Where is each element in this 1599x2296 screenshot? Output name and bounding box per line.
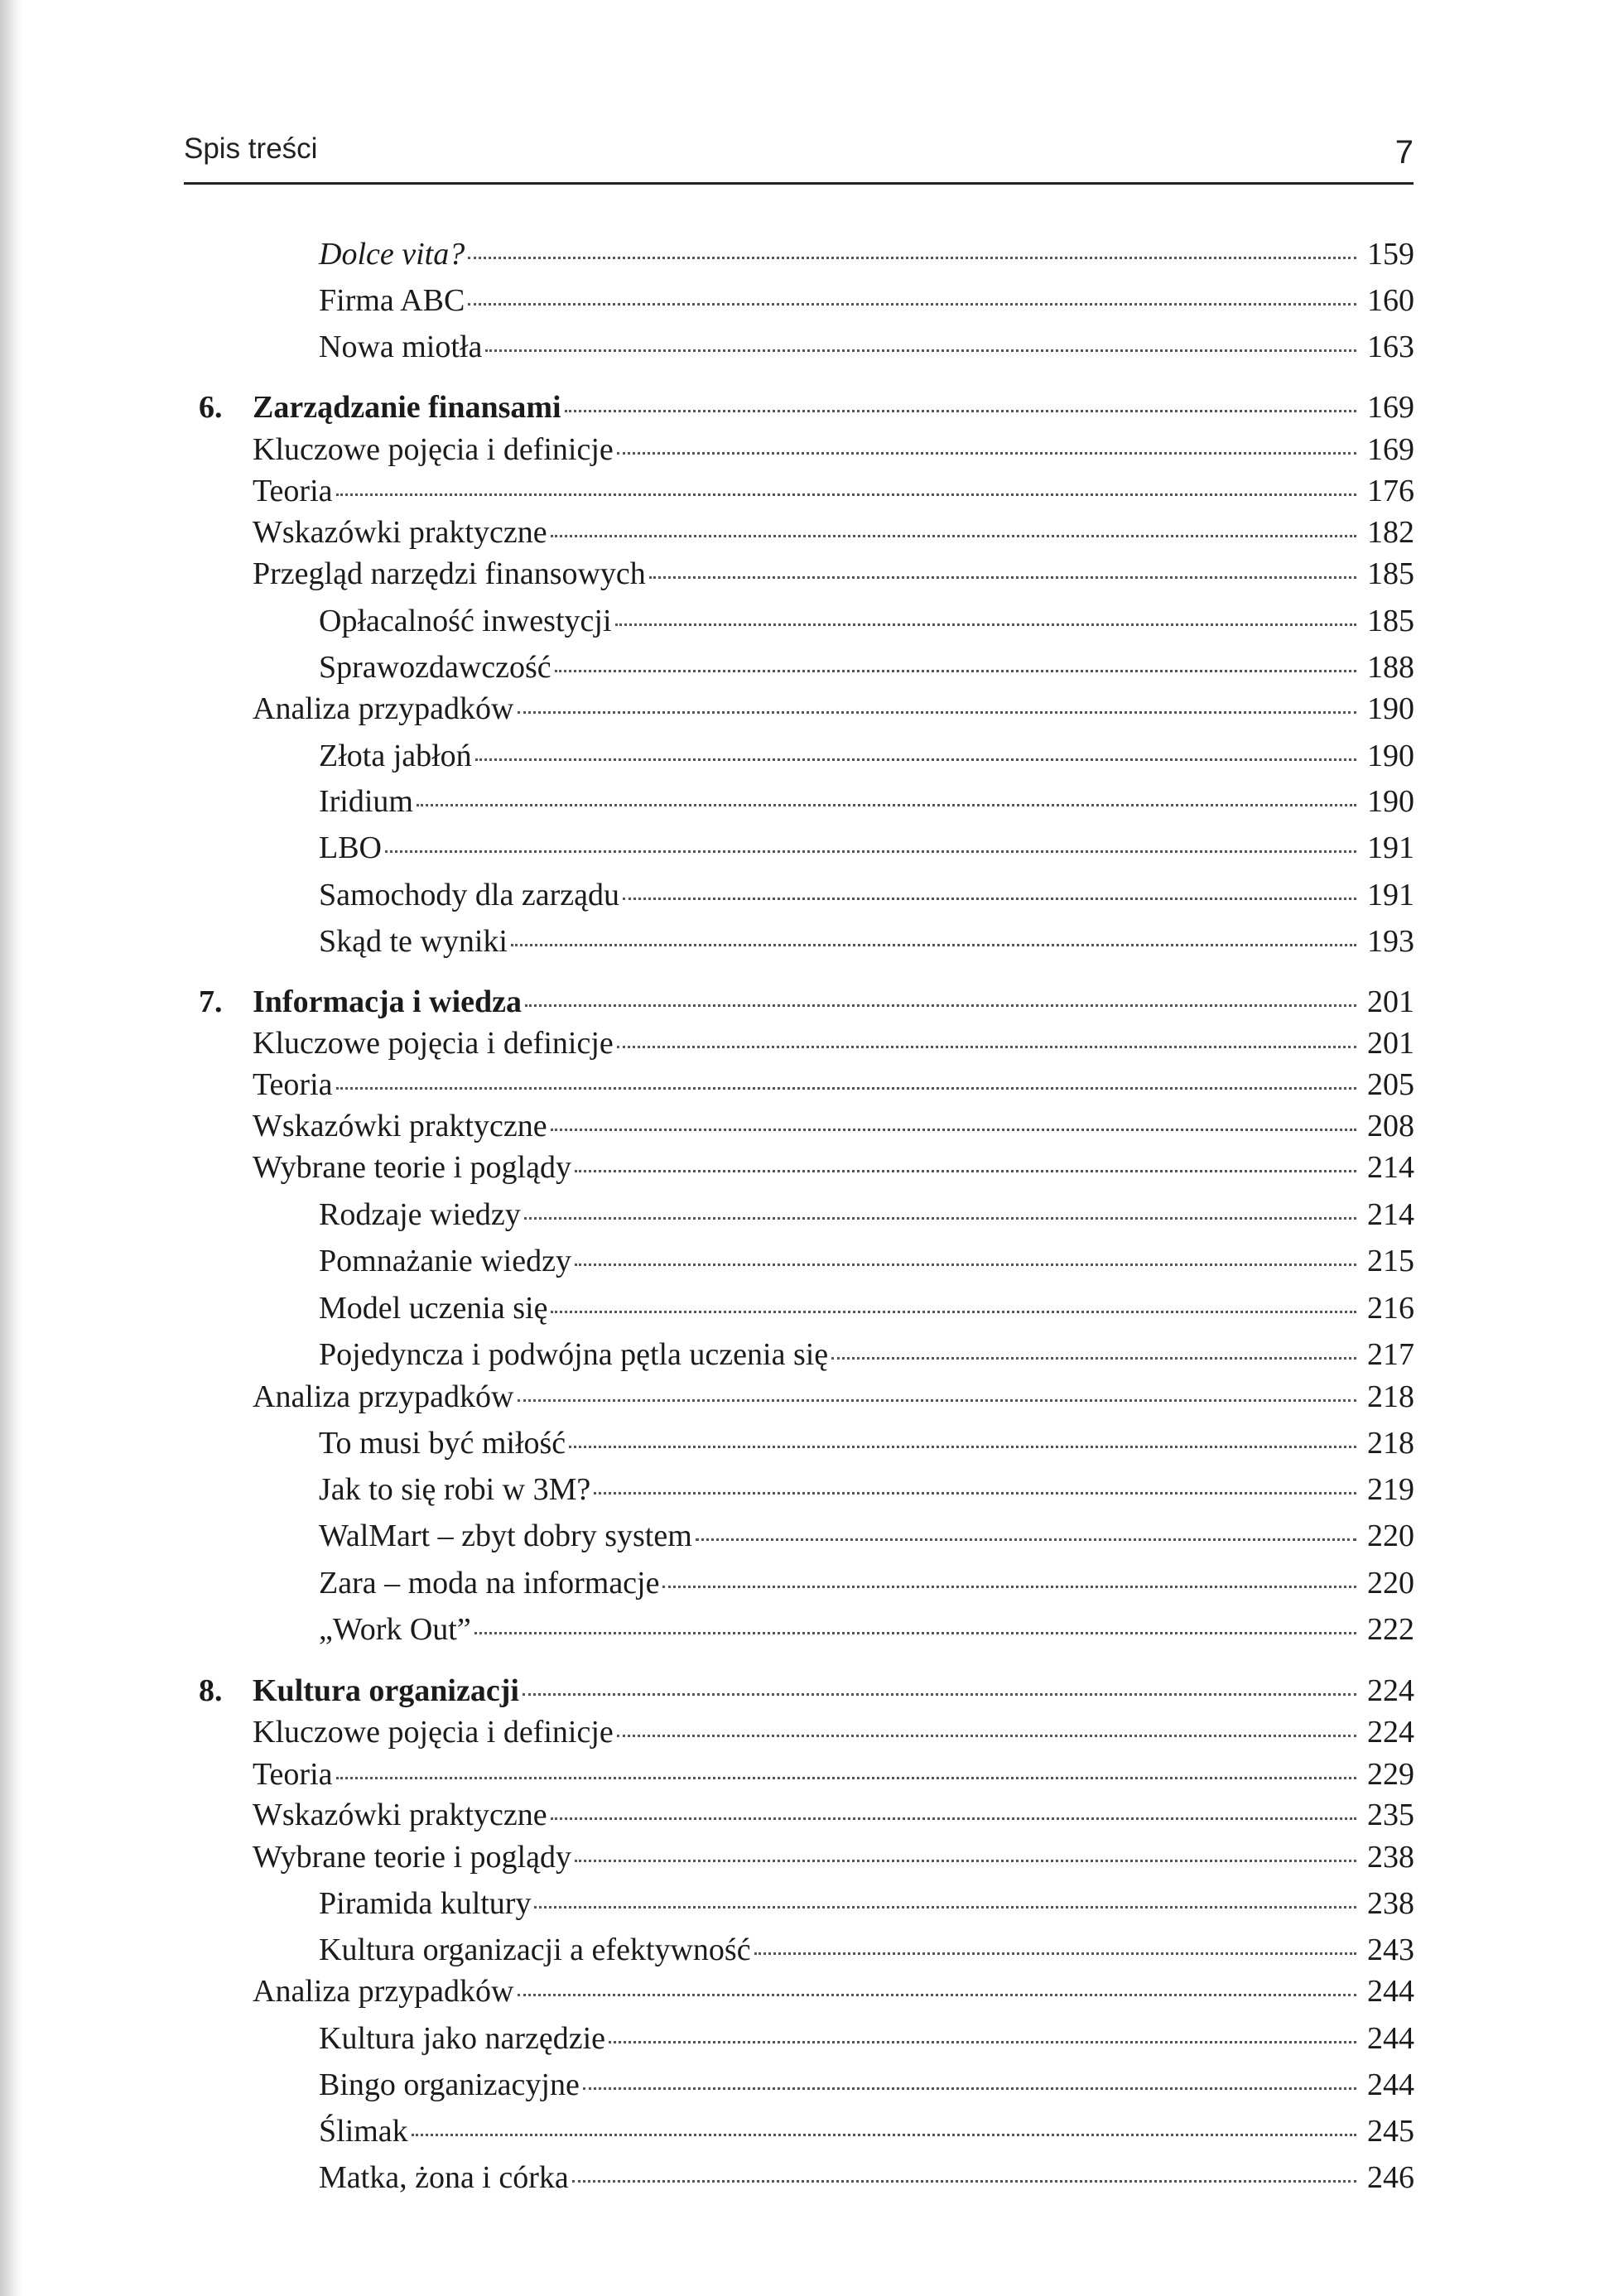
toc-entry-title: Firma ABC [319, 283, 465, 318]
toc-chapter [199, 980, 1414, 1024]
toc-entry-page: 159 [1367, 237, 1414, 272]
toc-entry-title: Pomnażanie wiedzy [319, 1244, 571, 1278]
toc-subsection [319, 734, 1414, 778]
toc-entry-page: 224 [1367, 1673, 1414, 1708]
toc-entry-page: 214 [1367, 1197, 1414, 1232]
dot-leader [569, 1446, 1356, 1448]
toc-entry-title: Zarządzanie finansami [253, 390, 561, 425]
dot-leader [518, 1994, 1357, 1996]
dot-leader [468, 257, 1356, 259]
toc-entry-title: Kultura jako narzędzie [319, 2021, 606, 2056]
toc-subsection [319, 919, 1414, 964]
dot-leader [336, 493, 1356, 496]
toc-section [253, 1145, 1414, 1190]
dot-leader [617, 1046, 1356, 1048]
toc-entry-title: Kultura organizacji a efektywność [319, 1933, 751, 1967]
toc-section [253, 1062, 1414, 1107]
dot-leader [534, 1906, 1356, 1909]
toc-entry-page: 201 [1367, 1026, 1414, 1061]
dot-leader [511, 944, 1356, 946]
dot-leader [468, 303, 1356, 306]
dot-leader [565, 410, 1356, 412]
toc-entry-page: 169 [1367, 432, 1414, 467]
toc-entry-page: 222 [1367, 1612, 1414, 1647]
toc-subsection [319, 325, 1414, 369]
toc-entry-page: 244 [1367, 2067, 1414, 2102]
toc-entry-title: Samochody dla zarządu [319, 878, 619, 912]
page-binding-shadow [0, 0, 22, 2296]
toc-entry-title: Zara – moda na informacje [319, 1566, 660, 1600]
dot-leader [385, 850, 1356, 853]
toc-entry-page: 160 [1367, 283, 1414, 318]
toc-entry-page: 190 [1367, 739, 1414, 773]
toc-entry-title: Analiza przypadków [253, 1379, 514, 1414]
toc-entry-title: Teoria [253, 474, 333, 508]
toc-entry-title: Teoria [253, 1067, 333, 1102]
toc-entry-page: 169 [1367, 390, 1414, 425]
toc-subsection [319, 873, 1414, 917]
header-title: Spis treści [184, 132, 318, 165]
toc-entry-title: Piramida kultury [319, 1886, 532, 1921]
toc-chapter-number: 6. [199, 390, 223, 425]
toc-entry-title: Sprawozdawczość [319, 650, 551, 685]
toc-subsection [319, 599, 1414, 643]
toc-entry-page: 244 [1367, 1974, 1414, 2009]
toc-section [253, 510, 1414, 555]
toc-subsection [319, 1239, 1414, 1283]
toc-entry-title: Rodzaje wiedzy [319, 1197, 521, 1232]
toc-section [253, 427, 1414, 472]
toc-subsection [319, 1192, 1414, 1237]
toc-entry-page: 205 [1367, 1067, 1414, 1102]
toc-subsection [319, 1561, 1414, 1605]
dot-leader [609, 2041, 1356, 2043]
toc-entry-title: Wybrane teorie i poglądy [253, 1150, 571, 1185]
dot-leader [523, 1693, 1356, 1696]
dot-leader [575, 1860, 1356, 1862]
toc-section [253, 1793, 1414, 1837]
toc-entry-page: 238 [1367, 1886, 1414, 1921]
dot-leader [518, 711, 1357, 714]
toc-entry-title: Kultura organizacji [253, 1673, 519, 1708]
dot-leader [583, 2087, 1356, 2090]
toc-entry-title: Wybrane teorie i poglądy [253, 1840, 571, 1875]
dot-leader [475, 758, 1356, 761]
dot-leader [412, 2134, 1356, 2136]
toc-subsection [319, 2063, 1414, 2107]
toc-entry-title: Informacja i wiedza [253, 984, 523, 1019]
toc-entry-title: Ślimak [319, 2114, 408, 2149]
toc-entry-page: 188 [1367, 650, 1414, 685]
toc-subsection [319, 232, 1414, 277]
toc-section [253, 1752, 1414, 1797]
dot-leader [524, 1217, 1356, 1220]
toc-section [253, 1021, 1414, 1066]
header-page-number: 7 [1394, 134, 1414, 171]
dot-leader [336, 1777, 1356, 1779]
toc-section [253, 686, 1414, 731]
toc-entry-page: 235 [1367, 1798, 1414, 1832]
toc-entry-page: 220 [1367, 1519, 1414, 1553]
toc-entry-page: 238 [1367, 1840, 1414, 1875]
toc-entry-title: Złota jabłoń [319, 739, 472, 773]
toc-subsection [319, 2016, 1414, 2061]
dot-leader [485, 349, 1356, 352]
toc-entry-page: 229 [1367, 1757, 1414, 1792]
dot-leader [551, 535, 1356, 537]
dot-leader [617, 1735, 1356, 1737]
toc-entry-title: Iridium [319, 784, 413, 819]
toc-subsection [319, 779, 1414, 824]
dot-leader [551, 1817, 1356, 1820]
dot-leader [623, 898, 1356, 900]
toc-entry-title: Kluczowe pojęcia i definicje [253, 432, 614, 467]
dot-leader [551, 1129, 1356, 1131]
dot-leader [831, 1357, 1356, 1360]
toc-subsection [319, 1514, 1414, 1558]
toc-section [253, 469, 1414, 513]
toc-subsection [319, 278, 1414, 323]
toc-entry-page: 219 [1367, 1472, 1414, 1507]
toc-entry-page: 218 [1367, 1379, 1414, 1414]
toc-subsection [319, 826, 1414, 870]
toc-entry-title: LBO [319, 830, 382, 865]
toc-entry-title: Wskazówki praktyczne [253, 1109, 547, 1143]
toc-chapter [199, 385, 1414, 430]
toc-entry-page: 245 [1367, 2114, 1414, 2149]
toc-entry-page: 191 [1367, 830, 1414, 865]
toc-section [253, 1104, 1414, 1148]
toc-entry-page: 217 [1367, 1337, 1414, 1372]
toc-subsection [319, 2109, 1414, 2154]
toc-entry-page: 244 [1367, 2021, 1414, 2056]
toc-entry-page: 208 [1367, 1109, 1414, 1143]
toc-subsection [319, 1607, 1414, 1652]
toc-entry-title: WalMart – zbyt dobry system [319, 1519, 692, 1553]
toc-section [253, 1374, 1414, 1419]
dot-leader [525, 1004, 1356, 1007]
toc-entry-title: Pojedyncza i podwójna pętla uczenia się [319, 1337, 829, 1372]
toc-entry-title: Wskazówki praktyczne [253, 515, 547, 550]
toc-section [253, 1969, 1414, 2014]
toc-entry-page: 201 [1367, 984, 1414, 1019]
dot-leader [696, 1538, 1356, 1541]
toc-entry-title: „Work Out” [319, 1612, 471, 1647]
toc-subsection [319, 1286, 1414, 1331]
toc-entry-page: 190 [1367, 784, 1414, 819]
toc-entry-title: Analiza przypadków [253, 691, 514, 726]
dot-leader [555, 670, 1356, 672]
toc-entry-title: Skąd te wyniki [319, 924, 508, 959]
toc-entry-title: Przegląd narzędzi finansowych [253, 556, 646, 591]
toc-entry-title: Jak to się robi w 3M? [319, 1472, 591, 1507]
running-header [184, 132, 1414, 182]
toc-entry-page: 185 [1367, 604, 1414, 638]
toc-entry-page: 176 [1367, 474, 1414, 508]
dot-leader [572, 2180, 1356, 2183]
dot-leader [417, 804, 1356, 806]
toc-entry-page: 246 [1367, 2160, 1414, 2195]
toc-entry-page: 215 [1367, 1244, 1414, 1278]
toc-entry-title: Dolce vita? [319, 237, 465, 272]
dot-leader [575, 1264, 1356, 1266]
toc-entry-page: 163 [1367, 330, 1414, 364]
toc-entry-page: 182 [1367, 515, 1414, 550]
dot-leader [754, 1952, 1356, 1955]
toc-entry-page: 214 [1367, 1150, 1414, 1185]
toc-entry-page: 193 [1367, 924, 1414, 959]
toc-entry-title: Bingo organizacyjne [319, 2067, 580, 2102]
toc-entry-title: Kluczowe pojęcia i definicje [253, 1026, 614, 1061]
toc-subsection [319, 1467, 1414, 1512]
dot-leader [594, 1492, 1356, 1495]
toc-entry-title: Kluczowe pojęcia i definicje [253, 1715, 614, 1750]
dot-leader [474, 1632, 1356, 1634]
toc-entry-page: 190 [1367, 691, 1414, 726]
toc-entry-title: Opłacalność inwestycji [319, 604, 612, 638]
toc-subsection [319, 1928, 1414, 1972]
toc-entry-page: 243 [1367, 1933, 1414, 1967]
toc-subsection [319, 2155, 1414, 2200]
toc-entry-page: 224 [1367, 1715, 1414, 1750]
toc-entry-title: Matka, żona i córka [319, 2160, 569, 2195]
toc-entry-title: To musi być miłość [319, 1426, 566, 1461]
toc-chapter [199, 1668, 1414, 1713]
toc-chapter-number: 8. [199, 1673, 223, 1708]
toc-entry-title: Wskazówki praktyczne [253, 1798, 547, 1832]
dot-leader [551, 1311, 1356, 1313]
toc-subsection [319, 645, 1414, 690]
toc-entry-page: 185 [1367, 556, 1414, 591]
toc-subsection [319, 1421, 1414, 1466]
toc-entry-title: Nowa miotła [319, 330, 483, 364]
toc-entry-title: Teoria [253, 1757, 333, 1792]
toc-section [253, 1835, 1414, 1880]
toc-chapter-number: 7. [199, 984, 223, 1019]
dot-leader [617, 452, 1356, 455]
header-rule [184, 182, 1414, 185]
toc-entry-page: 220 [1367, 1566, 1414, 1600]
dot-leader [649, 576, 1356, 579]
toc-entry-title: Model uczenia się [319, 1291, 548, 1326]
toc-entry-page: 218 [1367, 1426, 1414, 1461]
toc-subsection [319, 1881, 1414, 1926]
dot-leader [518, 1399, 1357, 1402]
dot-leader [575, 1170, 1356, 1172]
toc-section [253, 551, 1414, 596]
dot-leader [662, 1586, 1356, 1588]
toc-section [253, 1710, 1414, 1754]
toc-entry-page: 191 [1367, 878, 1414, 912]
toc-subsection [319, 1332, 1414, 1377]
dot-leader [615, 623, 1356, 626]
toc-entry-title: Analiza przypadków [253, 1974, 514, 2009]
toc-entry-page: 216 [1367, 1291, 1414, 1326]
dot-leader [336, 1087, 1356, 1090]
